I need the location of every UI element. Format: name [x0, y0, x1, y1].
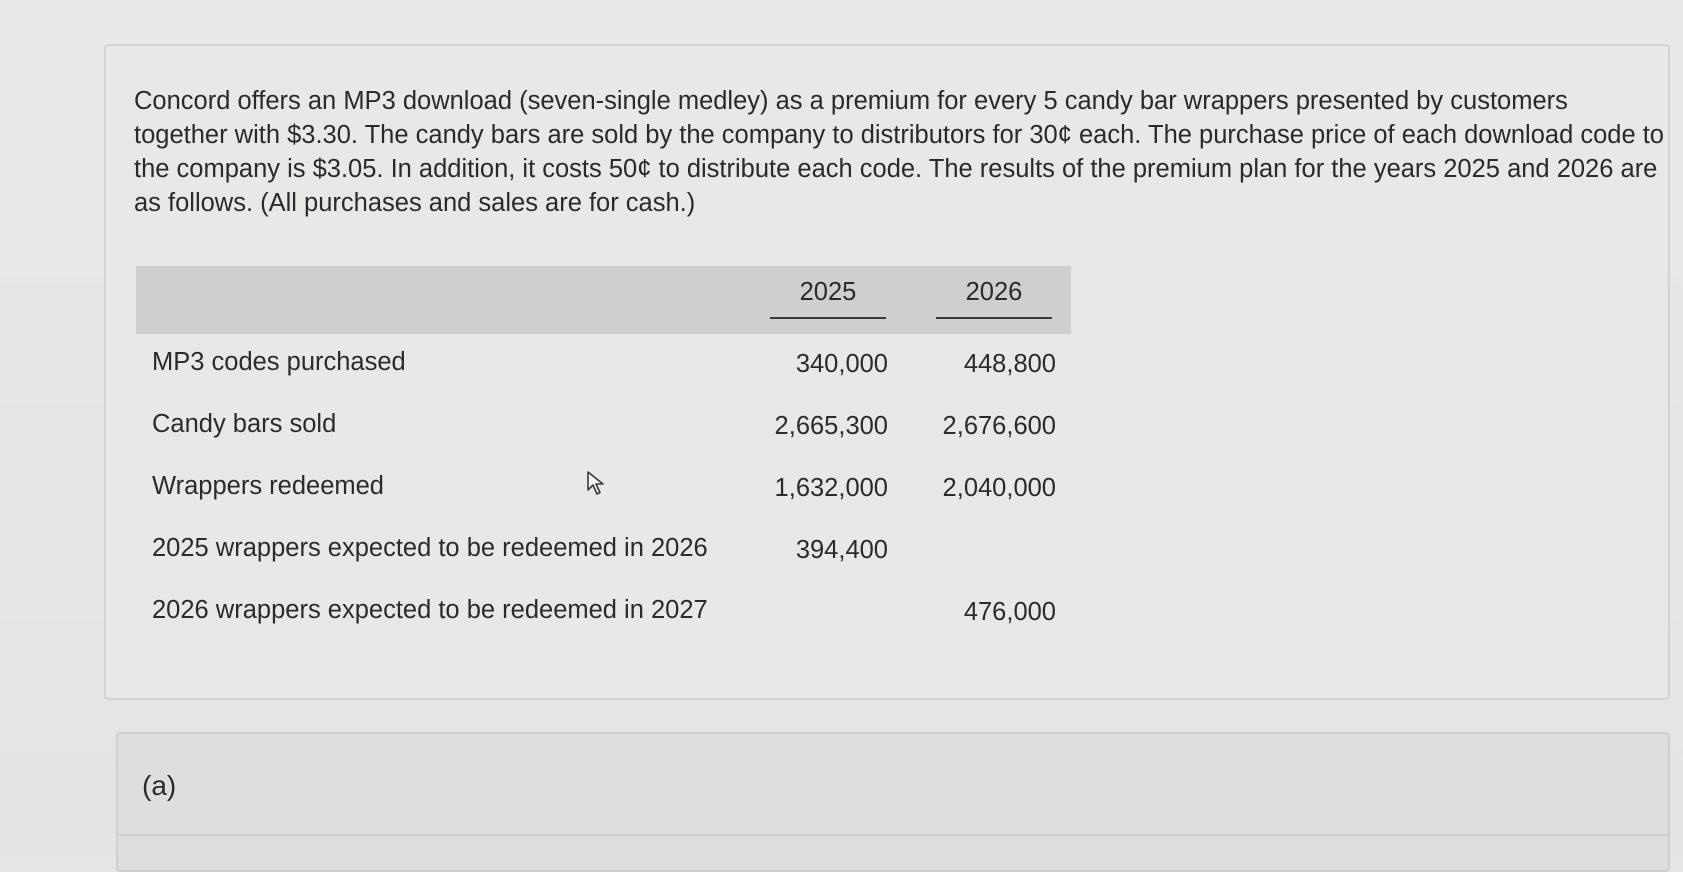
column-header-2025: 2025 — [770, 278, 886, 319]
row-label: Candy bars sold — [152, 410, 337, 438]
value-2025: 2,665,300 — [774, 412, 888, 440]
table-row — [136, 396, 1071, 458]
premium-plan-table — [136, 266, 1071, 644]
row-label: 2026 wrappers expected to be redeemed in 2027 — [152, 596, 708, 624]
table-row — [136, 334, 1071, 396]
value-2025: 1,632,000 — [774, 474, 888, 502]
divider — [118, 834, 1668, 836]
answer-section-a — [116, 732, 1670, 872]
problem-card — [104, 44, 1670, 700]
mouse-pointer-icon — [586, 470, 608, 503]
value-2025: 394,400 — [795, 536, 888, 564]
value-2026: 448,800 — [963, 350, 1056, 378]
table-row — [136, 520, 1071, 582]
value-2025: 340,000 — [795, 350, 888, 378]
value-2026: 476,000 — [963, 598, 1056, 626]
row-label: 2025 wrappers expected to be redeemed in 2026 — [152, 534, 708, 562]
table-row — [136, 582, 1071, 644]
problem-statement: Concord offers an MP3 download (seven-single medley) as a premium for every 5 candy bar wrappers presented by customers together with $3.30. The candy bars are sold by the company to distributors for 30¢ each. The purchase price of each download code to the company is $3.05. In addition, it costs 50¢ to distribute each code. The results of the premium plan for the years 2025 and 2026 are as follows. (All purchases and sales are for cash.) — [134, 87, 1664, 217]
part-label: (a) — [142, 770, 177, 801]
table-row — [136, 458, 1071, 520]
row-label: MP3 codes purchased — [152, 348, 406, 376]
value-2026: 2,676,600 — [942, 412, 1056, 440]
row-label: Wrappers redeemed — [152, 472, 384, 500]
table-header — [136, 266, 1071, 334]
value-2026: 2,040,000 — [942, 474, 1056, 502]
column-header-2026: 2026 — [936, 278, 1052, 319]
